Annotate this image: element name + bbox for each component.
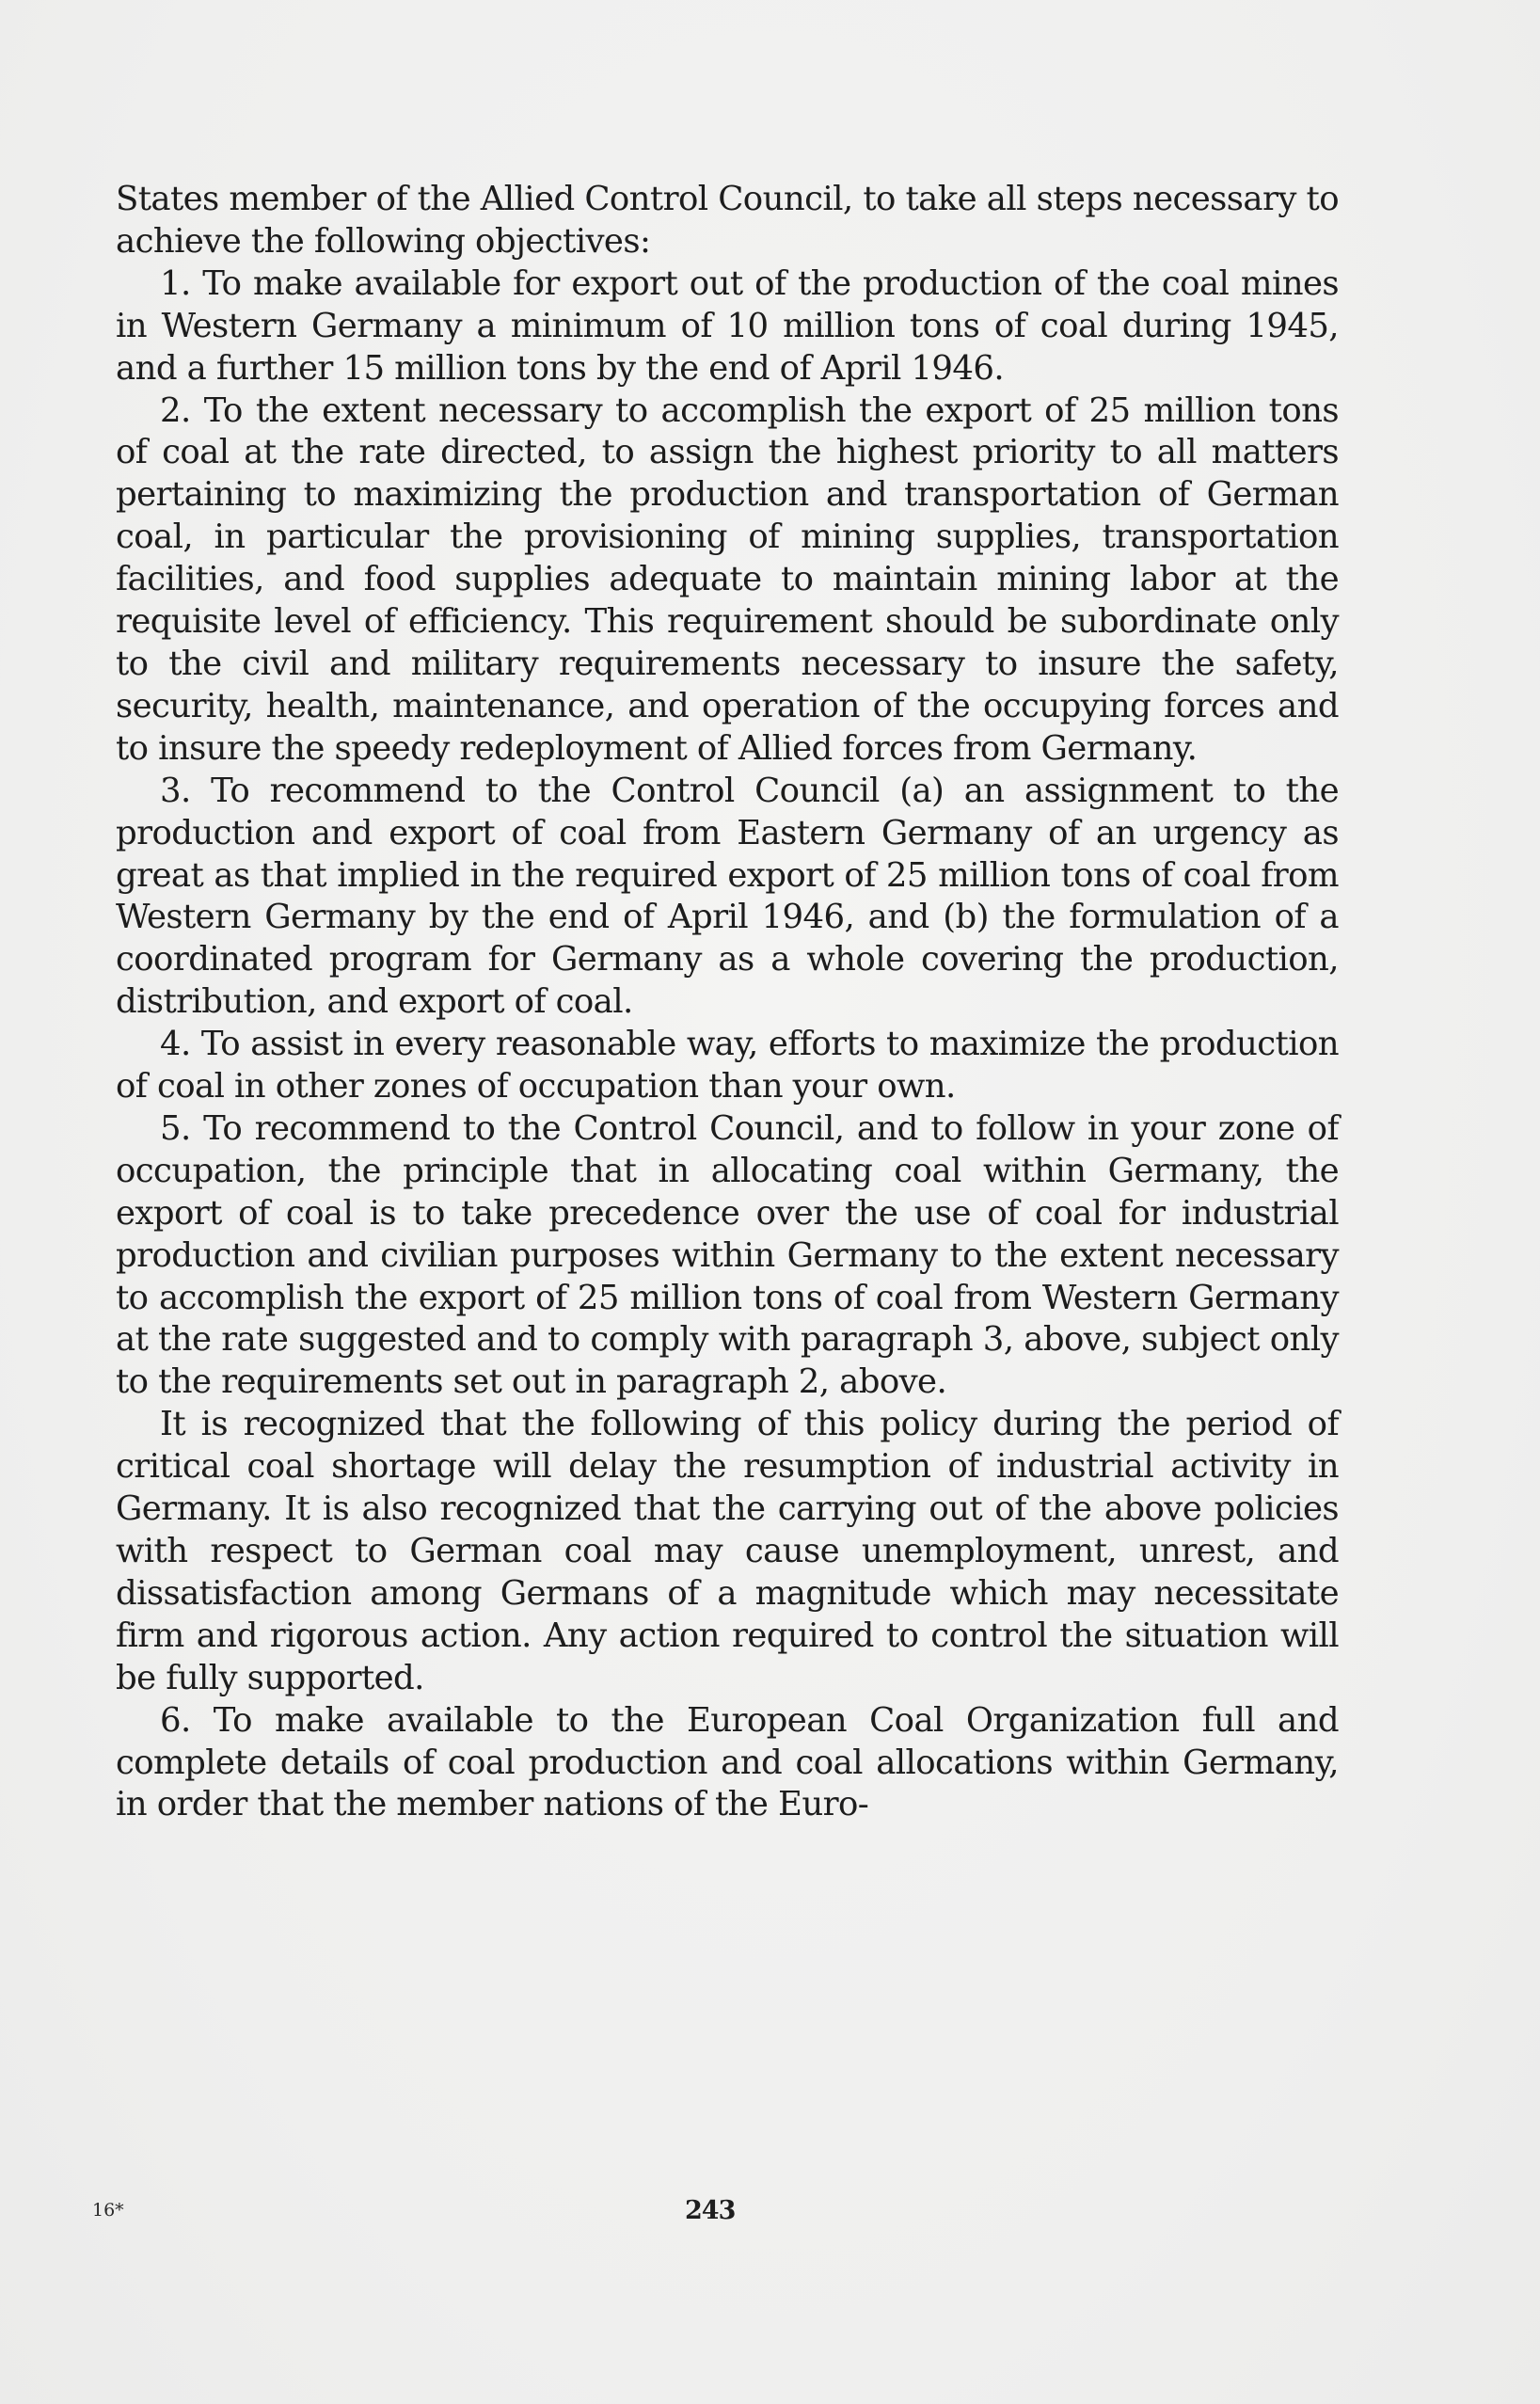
paragraph-objective-6: 6. To make available to the European Coal Organization full and complete details of coal production and coal allocations within Germany, in order that the member nations of the Euro- xyxy=(116,1700,1339,1824)
body-text xyxy=(116,179,1339,1826)
paragraph-recognition: It is recognized that the following of this policy during the period of critical coal shortage will delay the resumption of industrial activity in Germany. It is also recognized that the carrying out of the above policies with respect to German coal may cause unemployment, unrest, and dissatisfaction among Germans of a magnitude which may necessitate firm and rigorous action. Any action required to control the situation will be fully supported. xyxy=(116,1405,1339,1697)
paragraph-objective-3: 3. To recommend to the Control Council (a) an assignment to the production and export of coal from Eastern Germany of an urgency as great as that implied in the required export of 25 million tons of coal from Western Germany by the end of April 1946, and (b) the formulation of a coordinated program for Germany as a whole covering the production, distribution, and export of coal. xyxy=(116,771,1339,1022)
page-number: 243 xyxy=(685,2196,736,2225)
paragraph-objective-5: 5. To recommend to the Control Council, and to follow in your zone of occupation, the principle that in allocating coal within Germany, the export of coal is to take precedence over the use of coal for industrial production and civilian purposes within Germany to the extent necessary to accomplish the export of 25 million tons of coal from Western Germany at the rate suggested and to comply with paragraph 3, above, subject only to the requirements set out in paragraph 2, above. xyxy=(116,1108,1339,1402)
paragraph-objective-2: 2. To the extent necessary to accomplish the export of 25 million tons of coal at the rate directed, to assign the highest priority to all matters pertaining to maximizing the production and transportation of German coal, in particular the provisioning of mining supplies, transportation facilities, and food supplies adequate to maintain mining labor at the requisite level of efficiency. This requirement should be subordinate only to the civil and military requirements necessary to insure the safety, security, health, maintenance, and operation of the occupying forces and to insure the speedy redeployment of Allied forces from Germany. xyxy=(116,390,1339,768)
paragraph-objective-1: 1. To make available for export out of the production of the coal mines in Western Germany a minimum of 10 million tons of coal during 1945, and a further 15 million tons by the end of April 1946. xyxy=(116,263,1339,388)
signature-mark: 16* xyxy=(92,2200,124,2221)
paragraph-objective-4: 4. To assist in every reasonable way, efforts to maximize the production of coal in other zones of occupation than your own. xyxy=(116,1025,1339,1106)
paragraph-intro: States member of the Allied Control Council, to take all steps necessary to achieve the following objectives: xyxy=(116,180,1339,261)
